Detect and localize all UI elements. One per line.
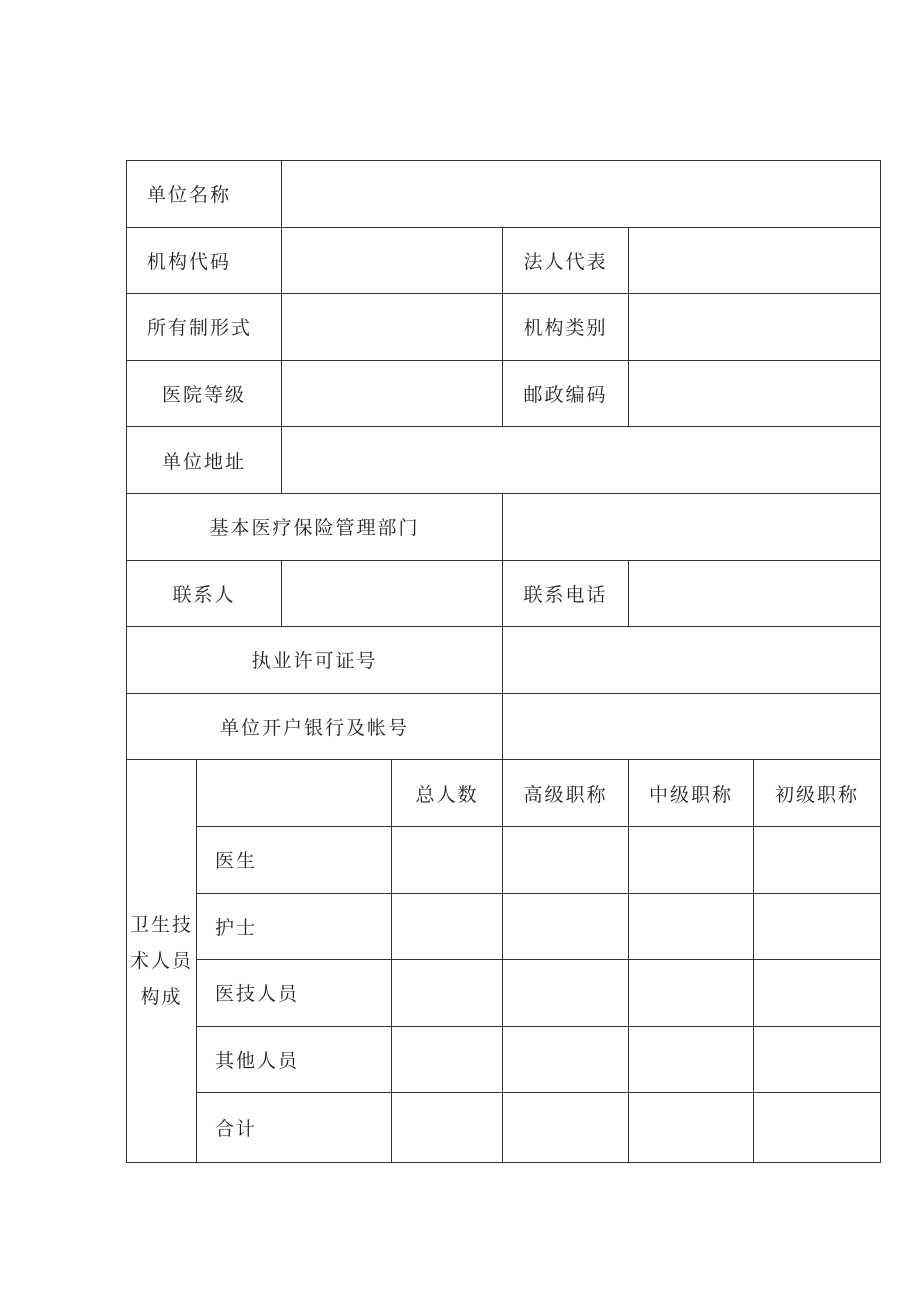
contact-person-field[interactable] <box>282 560 503 627</box>
staff-cell-intermediate[interactable] <box>629 826 754 893</box>
staff-row-label: 合计 <box>197 1093 392 1163</box>
staff-row-label: 医生 <box>197 826 392 893</box>
registration-form-table <box>126 160 881 1163</box>
legal-rep-label: 法人代表 <box>503 227 629 294</box>
staff-section-label-line: 术人员 <box>129 950 193 973</box>
staff-cell-senior[interactable] <box>503 1093 629 1163</box>
unit-address-label: 单位地址 <box>127 427 282 494</box>
insurance-dept-label: 基本医疗保险管理部门 <box>127 493 503 560</box>
staff-row-total <box>127 1093 881 1163</box>
contact-phone-field[interactable] <box>629 560 881 627</box>
row-contact <box>127 560 881 627</box>
unit-name-label: 单位名称 <box>127 161 282 228</box>
staff-cell-junior[interactable] <box>754 826 881 893</box>
org-type-label: 机构类别 <box>503 294 629 361</box>
staff-cell-senior[interactable] <box>503 826 629 893</box>
postal-code-label: 邮政编码 <box>503 360 629 427</box>
contact-phone-label: 联系电话 <box>503 560 629 627</box>
insurance-dept-field[interactable] <box>503 493 881 560</box>
ownership-label: 所有制形式 <box>127 294 282 361</box>
staff-header-row <box>127 760 881 827</box>
staff-cell-total[interactable] <box>392 893 503 960</box>
staff-cell-junior[interactable] <box>754 893 881 960</box>
staff-row-doctor <box>127 826 881 893</box>
bank-account-field[interactable] <box>503 693 881 760</box>
unit-name-field[interactable] <box>282 161 881 228</box>
org-type-field[interactable] <box>629 294 881 361</box>
staff-row-tech <box>127 960 881 1027</box>
row-hospital-grade <box>127 360 881 427</box>
staff-section-label-line: 构成 <box>140 986 183 1009</box>
hospital-grade-label: 医院等级 <box>127 360 282 427</box>
staff-section-label <box>127 760 197 1163</box>
staff-header-total: 总人数 <box>392 760 503 827</box>
staff-section-label-line: 卫生技 <box>129 914 193 937</box>
staff-row-label: 其他人员 <box>197 1026 392 1093</box>
staff-cell-intermediate[interactable] <box>629 1093 754 1163</box>
row-bank-account <box>127 693 881 760</box>
staff-cell-senior[interactable] <box>503 960 629 1027</box>
staff-cell-intermediate[interactable] <box>629 1026 754 1093</box>
row-ownership <box>127 294 881 361</box>
staff-row-other <box>127 1026 881 1093</box>
staff-header-intermediate: 中级职称 <box>629 760 754 827</box>
row-insurance-dept <box>127 493 881 560</box>
row-unit-name <box>127 161 881 228</box>
bank-account-label: 单位开户银行及帐号 <box>127 693 503 760</box>
license-no-label: 执业许可证号 <box>127 627 503 694</box>
staff-row-label: 医技人员 <box>197 960 392 1027</box>
row-unit-address <box>127 427 881 494</box>
contact-person-label: 联系人 <box>127 560 282 627</box>
staff-cell-junior[interactable] <box>754 960 881 1027</box>
staff-cell-total[interactable] <box>392 960 503 1027</box>
postal-code-field[interactable] <box>629 360 881 427</box>
staff-cell-total[interactable] <box>392 1026 503 1093</box>
staff-cell-junior[interactable] <box>754 1026 881 1093</box>
staff-cell-junior[interactable] <box>754 1093 881 1163</box>
row-license <box>127 627 881 694</box>
ownership-field[interactable] <box>282 294 503 361</box>
staff-cell-total[interactable] <box>392 1093 503 1163</box>
staff-row-label: 护士 <box>197 893 392 960</box>
staff-cell-intermediate[interactable] <box>629 893 754 960</box>
unit-address-field[interactable] <box>282 427 881 494</box>
staff-corner-cell <box>197 760 392 827</box>
hospital-grade-field[interactable] <box>282 360 503 427</box>
row-org-code <box>127 227 881 294</box>
org-code-field[interactable] <box>282 227 503 294</box>
staff-cell-intermediate[interactable] <box>629 960 754 1027</box>
legal-rep-field[interactable] <box>629 227 881 294</box>
staff-cell-senior[interactable] <box>503 893 629 960</box>
staff-header-senior: 高级职称 <box>503 760 629 827</box>
org-code-label: 机构代码 <box>127 227 282 294</box>
staff-row-nurse <box>127 893 881 960</box>
license-no-field[interactable] <box>503 627 881 694</box>
staff-cell-senior[interactable] <box>503 1026 629 1093</box>
staff-header-junior: 初级职称 <box>754 760 881 827</box>
staff-cell-total[interactable] <box>392 826 503 893</box>
